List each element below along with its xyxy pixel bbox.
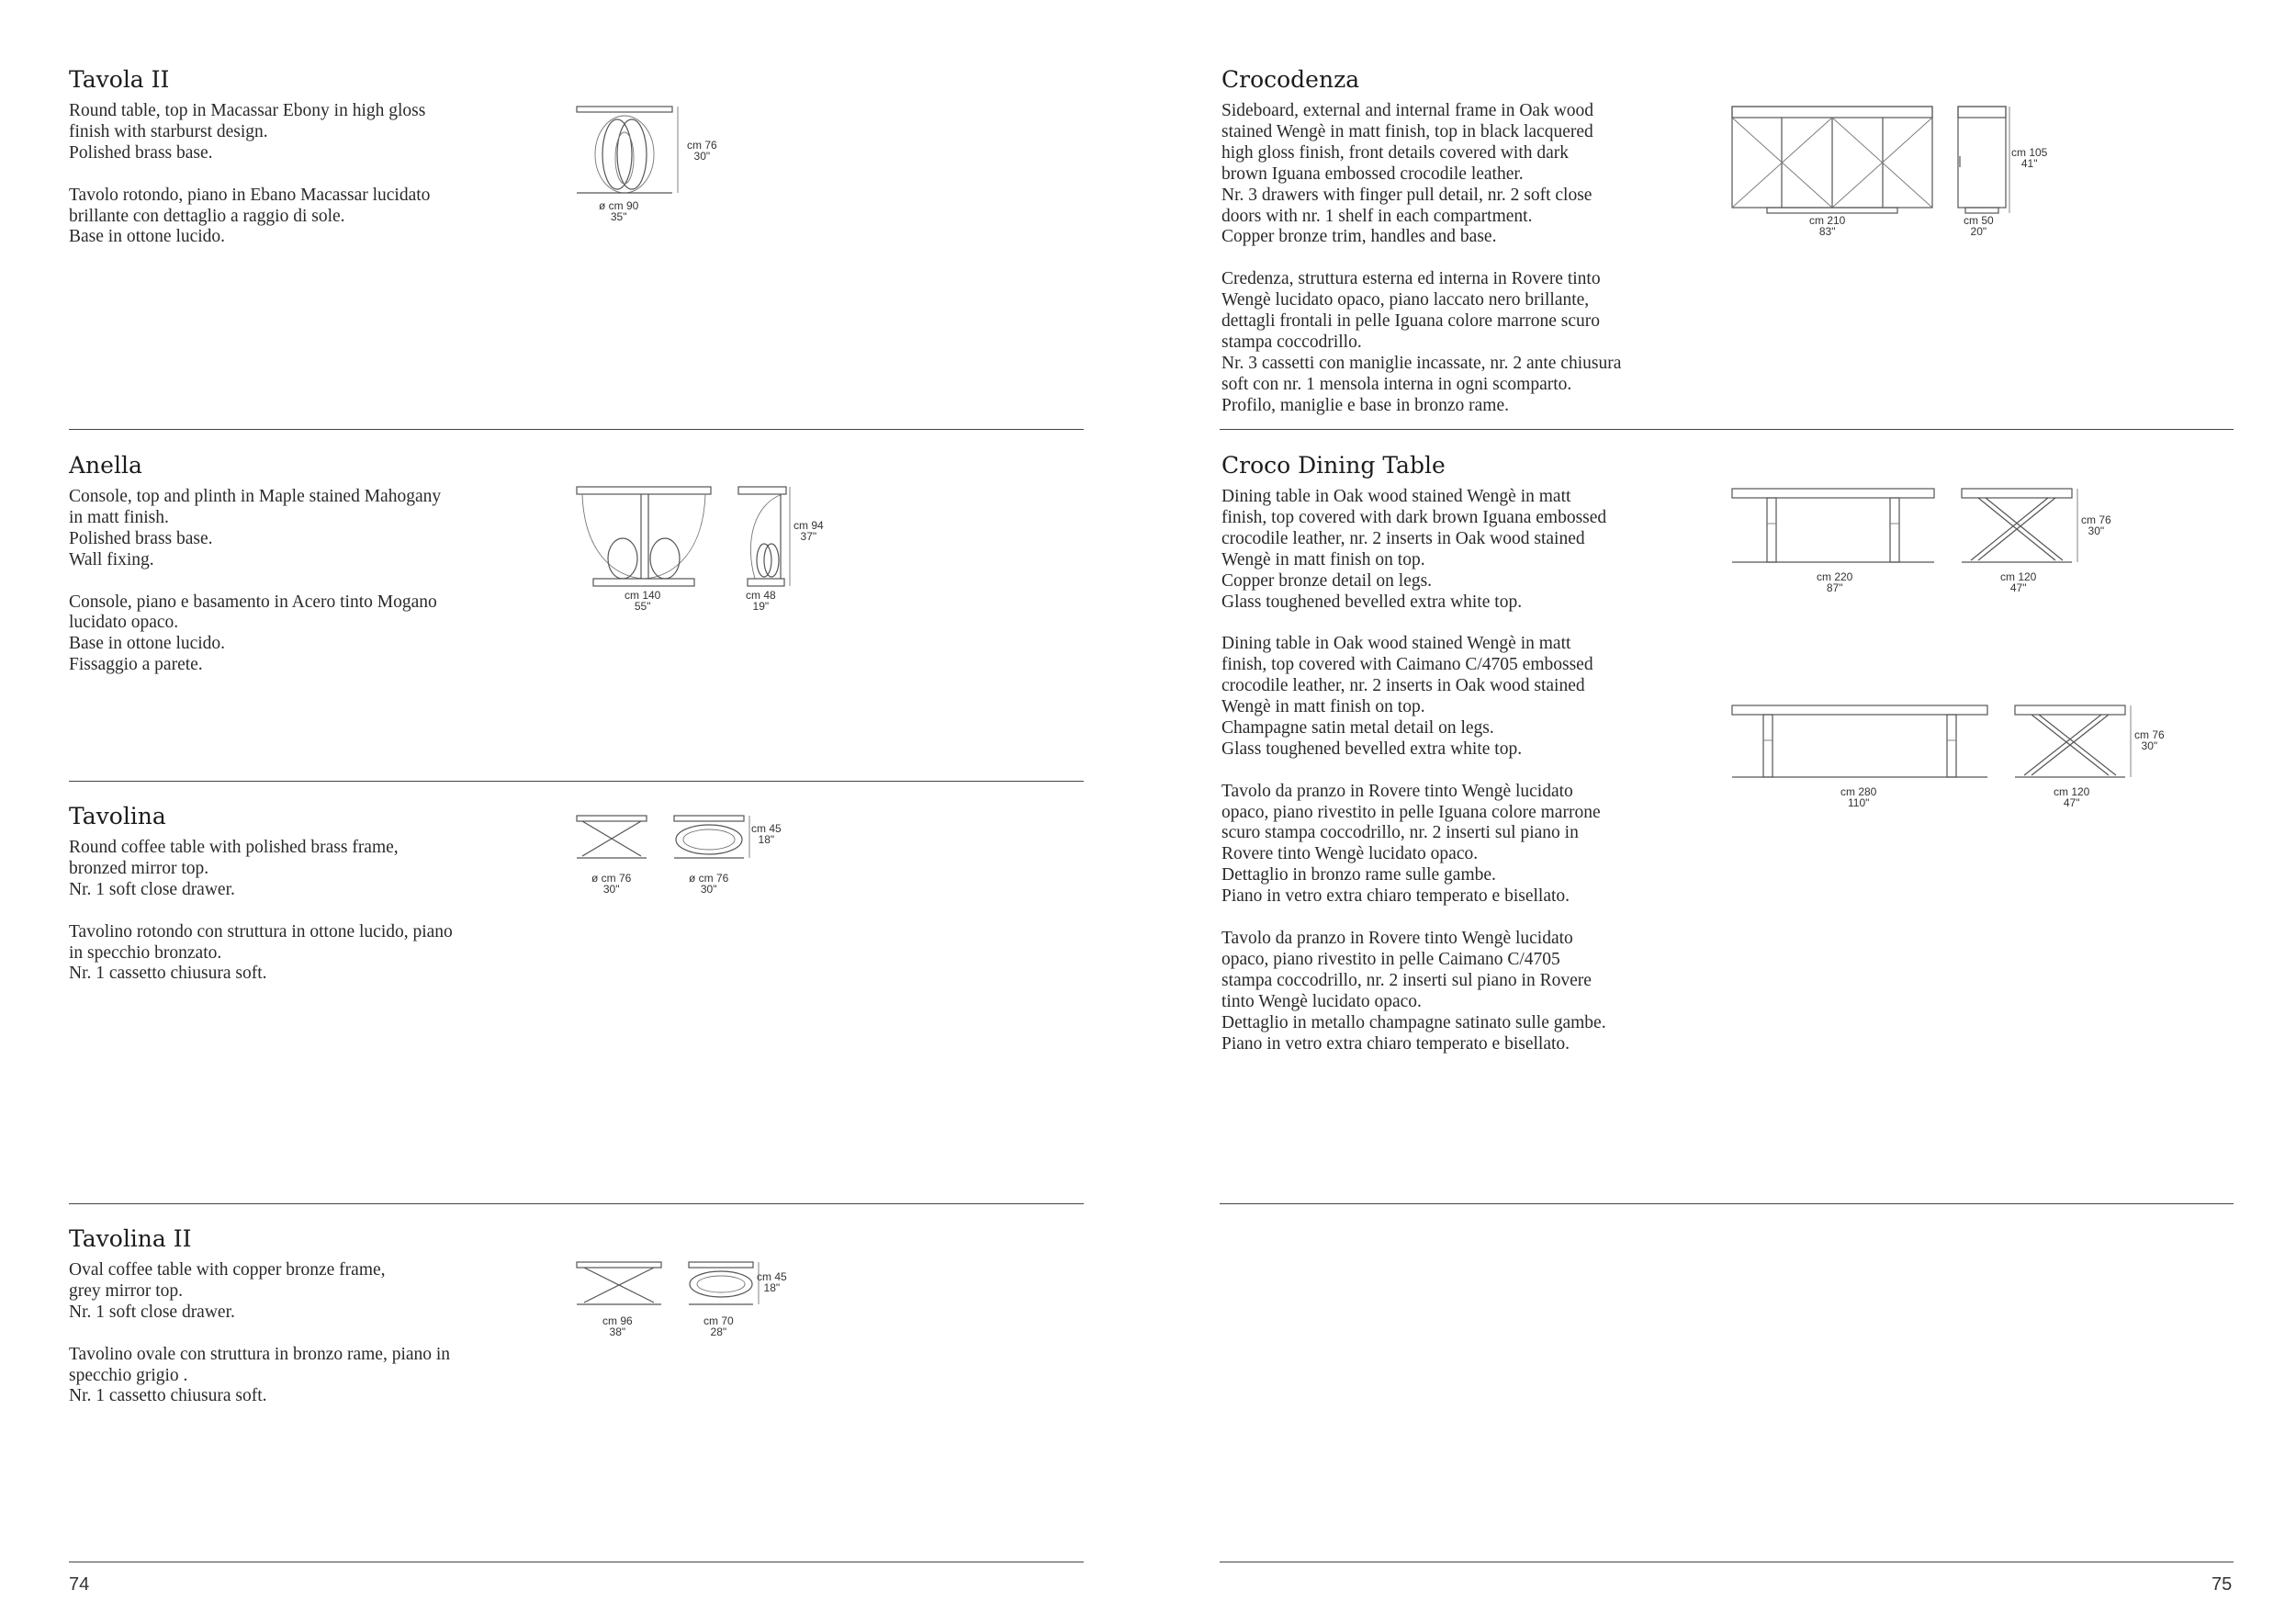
- dim-side-small: cm 120 47": [2000, 570, 2037, 594]
- product-description: [69, 1260, 450, 1428]
- crocodenza-front-drawing: [1730, 105, 1934, 215]
- tavolina-front-drawing: [575, 814, 648, 862]
- text-line: Profilo, maniglie e base in bronzo rame.: [1221, 395, 1509, 415]
- text-line: finish, top covered with Caimano C/4705 embossed: [1221, 655, 1593, 675]
- text-line: doors with nr. 1 shelf in each compartment.: [1221, 206, 1533, 226]
- text-line: Console, top and plinth in Maple stained Mahogany: [69, 487, 442, 506]
- text-line: tinto Wengè lucidato opaco.: [1221, 991, 1422, 1011]
- dim-height: cm 94 37": [793, 519, 824, 543]
- text-line: stained Wengè in matt finish, top in black lacquered: [1221, 121, 1593, 141]
- paragraph-english: [1221, 101, 1621, 248]
- text-line: stampa coccodrillo, nr. 2 inserti sul piano in Rovere: [1221, 970, 1592, 990]
- text-line: bronzed mirror top.: [69, 858, 209, 878]
- text-line: Dining table in Oak wood stained Wengè in matt: [1221, 634, 1571, 654]
- dim-height: cm 105 41": [2011, 146, 2048, 170]
- croco-280-side-drawing: [2013, 704, 2133, 779]
- text-line: Nr. 3 cassetti con maniglie incassate, nr. 2 ante chiusura: [1221, 353, 1622, 373]
- croco-220-side-drawing: [1960, 487, 2079, 564]
- section-divider: [69, 1203, 1084, 1204]
- tavolina-ii-side-drawing: [687, 1260, 760, 1308]
- text-line: finish with starburst design.: [69, 121, 268, 141]
- text-line: Oval coffee table with copper bronze frame,: [69, 1260, 386, 1280]
- text-line: Credenza, struttura esterna ed interna in Rovere tinto: [1221, 269, 1601, 289]
- dim-depth: cm 48 19": [746, 589, 776, 613]
- dim-front: ø cm 76 30": [591, 872, 632, 896]
- dim-diameter: ø cm 90 35": [599, 199, 639, 223]
- text-line: Glass toughened bevelled extra white top.: [1221, 592, 1523, 612]
- paragraph-italian-2: [1221, 929, 1606, 1054]
- dim-depth: cm 70 28": [703, 1314, 734, 1338]
- paragraph-italian: [1221, 269, 1621, 416]
- croco-220-front-drawing: [1730, 487, 1936, 564]
- dim-height-large: cm 76 30": [2134, 728, 2165, 752]
- dim-height: cm 76 30": [687, 139, 717, 163]
- text-line: Dettaglio in bronzo rame sulle gambe.: [1221, 865, 1496, 885]
- paragraph-italian: [69, 922, 453, 986]
- croco-280-front-drawing: [1730, 704, 1989, 779]
- text-line: Round coffee table with polished brass frame,: [69, 838, 399, 857]
- product-description: [69, 101, 430, 269]
- text-line: crocodile leather, nr. 2 inserts in Oak wood stained: [1221, 528, 1585, 548]
- text-line: Wall fixing.: [69, 549, 154, 570]
- text-line: Champagne satin metal detail on legs.: [1221, 717, 1494, 738]
- text-line: Wengè in matt finish on top.: [1221, 697, 1425, 717]
- product-description: [69, 487, 441, 697]
- dim-front-small: cm 220 87": [1817, 570, 1853, 594]
- paragraph-italian: [69, 592, 441, 677]
- product-title: Anella: [69, 452, 142, 479]
- tavolina-side-drawing: [672, 814, 755, 862]
- text-line: specchio grigio .: [69, 1365, 188, 1385]
- text-line: Wengè in matt finish on top.: [1221, 549, 1425, 570]
- paragraph-italian: [69, 1345, 450, 1408]
- text-line: Piano in vetro extra chiaro temperato e bisellato.: [1221, 886, 1570, 907]
- text-line: Polished brass base.: [69, 528, 213, 548]
- product-description: [69, 838, 453, 1006]
- text-line: grey mirror top.: [69, 1280, 184, 1301]
- crocodenza-side-drawing: [1956, 105, 2011, 215]
- text-line: Piano in vetro extra chiaro temperato e bisellato.: [1221, 1033, 1570, 1054]
- dim-width: cm 140 55": [625, 589, 661, 613]
- dim-height: cm 45 18": [751, 822, 782, 846]
- text-line: Dettaglio in metallo champagne satinato sulle gambe.: [1221, 1012, 1606, 1032]
- section-divider: [1220, 1203, 2234, 1204]
- product-title: Tavolina: [69, 803, 166, 829]
- text-line: brillante con dettaglio a raggio di sole.: [69, 206, 345, 226]
- text-line: Rovere tinto Wengè lucidato opaco.: [1221, 844, 1479, 864]
- text-line: stampa coccodrillo.: [1221, 332, 1362, 352]
- dim-width: cm 96 38": [602, 1314, 633, 1338]
- page-number-right: 75: [2212, 1574, 2233, 1595]
- text-line: Tavolo da pranzo in Rovere tinto Wengè lucidato: [1221, 781, 1573, 801]
- paragraph-italian: [69, 186, 430, 249]
- text-line: lucidato opaco.: [69, 613, 179, 633]
- section-divider: [1220, 429, 2234, 430]
- text-line: high gloss finish, front details covered with dark: [1221, 142, 1570, 163]
- text-line: Tavolino ovale con struttura in bronzo rame, piano in: [69, 1344, 451, 1364]
- text-line: in specchio bronzato.: [69, 942, 222, 963]
- text-line: crocodile leather, nr. 2 inserts in Oak wood stained: [1221, 676, 1585, 696]
- product-description: [1221, 487, 1606, 1076]
- product-title: Tavola II: [69, 66, 170, 93]
- dim-side: ø cm 76 30": [689, 872, 729, 896]
- section-divider: [69, 429, 1084, 430]
- paragraph-english: [69, 838, 453, 901]
- product-title: Tavolina II: [69, 1225, 192, 1252]
- paragraph-english: [69, 101, 430, 164]
- paragraph-english: [69, 1260, 450, 1324]
- text-line: Base in ottone lucido.: [69, 634, 226, 654]
- anella-front-drawing: [575, 485, 713, 588]
- text-line: soft con nr. 1 mensola interna in ogni scomparto.: [1221, 374, 1572, 394]
- text-line: Nr. 1 cassetto chiusura soft.: [69, 964, 267, 984]
- text-line: scuro stampa coccodrillo, nr. 2 inserti sul piano in: [1221, 823, 1579, 843]
- product-description: [1221, 101, 1621, 437]
- product-title: Crocodenza: [1221, 66, 1360, 93]
- text-line: Wengè lucidato opaco, piano laccato nero brillante,: [1221, 290, 1590, 310]
- tavolina-ii-front-drawing: [575, 1260, 663, 1308]
- dim-side-large: cm 120 47": [2054, 785, 2090, 809]
- section-divider: [69, 781, 1084, 782]
- text-line: Tavolo rotondo, piano in Ebano Macassar lucidato: [69, 185, 431, 205]
- text-line: Polished brass base.: [69, 142, 213, 163]
- anella-side-drawing: [737, 485, 792, 588]
- dim-front-large: cm 280 110": [1840, 785, 1877, 809]
- text-line: opaco, piano rivestito in pelle Caimano C/4705: [1221, 949, 1560, 969]
- dim-width: cm 210 83": [1809, 214, 1846, 238]
- text-line: dettagli frontali in pelle Iguana colore marrone scuro: [1221, 311, 1601, 332]
- text-line: in matt finish.: [69, 507, 169, 527]
- paragraph-english-2: [1221, 634, 1606, 760]
- text-line: opaco, piano rivestito in pelle Iguana colore marrone: [1221, 802, 1601, 822]
- text-line: brown Iguana embossed crocodile leather.: [1221, 164, 1524, 184]
- text-line: Nr. 1 soft close drawer.: [69, 1302, 235, 1322]
- text-line: finish, top covered with dark brown Iguana embossed: [1221, 507, 1607, 527]
- paragraph-english-1: [1221, 487, 1606, 613]
- text-line: Glass toughened bevelled extra white top.: [1221, 739, 1523, 759]
- text-line: Dining table in Oak wood stained Wengè in matt: [1221, 487, 1571, 506]
- dim-height: cm 45 18": [757, 1270, 787, 1294]
- text-line: Console, piano e basamento in Acero tinto Mogano: [69, 592, 437, 612]
- text-line: Tavolino rotondo con struttura in ottone lucido, piano: [69, 921, 453, 942]
- product-title: Croco Dining Table: [1221, 452, 1446, 479]
- text-line: Nr. 1 cassetto chiusura soft.: [69, 1386, 267, 1406]
- dim-height-small: cm 76 30": [2081, 513, 2111, 537]
- text-line: Base in ottone lucido.: [69, 227, 226, 247]
- paragraph-english: [69, 487, 441, 571]
- text-line: Round table, top in Macassar Ebony in high gloss: [69, 101, 426, 120]
- text-line: Copper bronze detail on legs.: [1221, 570, 1433, 591]
- tavola-ii-drawing: [569, 103, 680, 195]
- page-number-left: 74: [69, 1574, 90, 1595]
- text-line: Tavolo da pranzo in Rovere tinto Wengè lucidato: [1221, 928, 1573, 948]
- paragraph-italian-1: [1221, 782, 1606, 908]
- text-line: Nr. 1 soft close drawer.: [69, 879, 235, 899]
- text-line: Fissaggio a parete.: [69, 655, 203, 675]
- text-line: Sideboard, external and internal frame in Oak wood: [1221, 101, 1594, 120]
- text-line: Nr. 3 drawers with finger pull detail, nr. 2 soft close: [1221, 185, 1593, 205]
- dim-depth: cm 50 20": [1964, 214, 1994, 238]
- text-line: Copper bronze trim, handles and base.: [1221, 227, 1497, 247]
